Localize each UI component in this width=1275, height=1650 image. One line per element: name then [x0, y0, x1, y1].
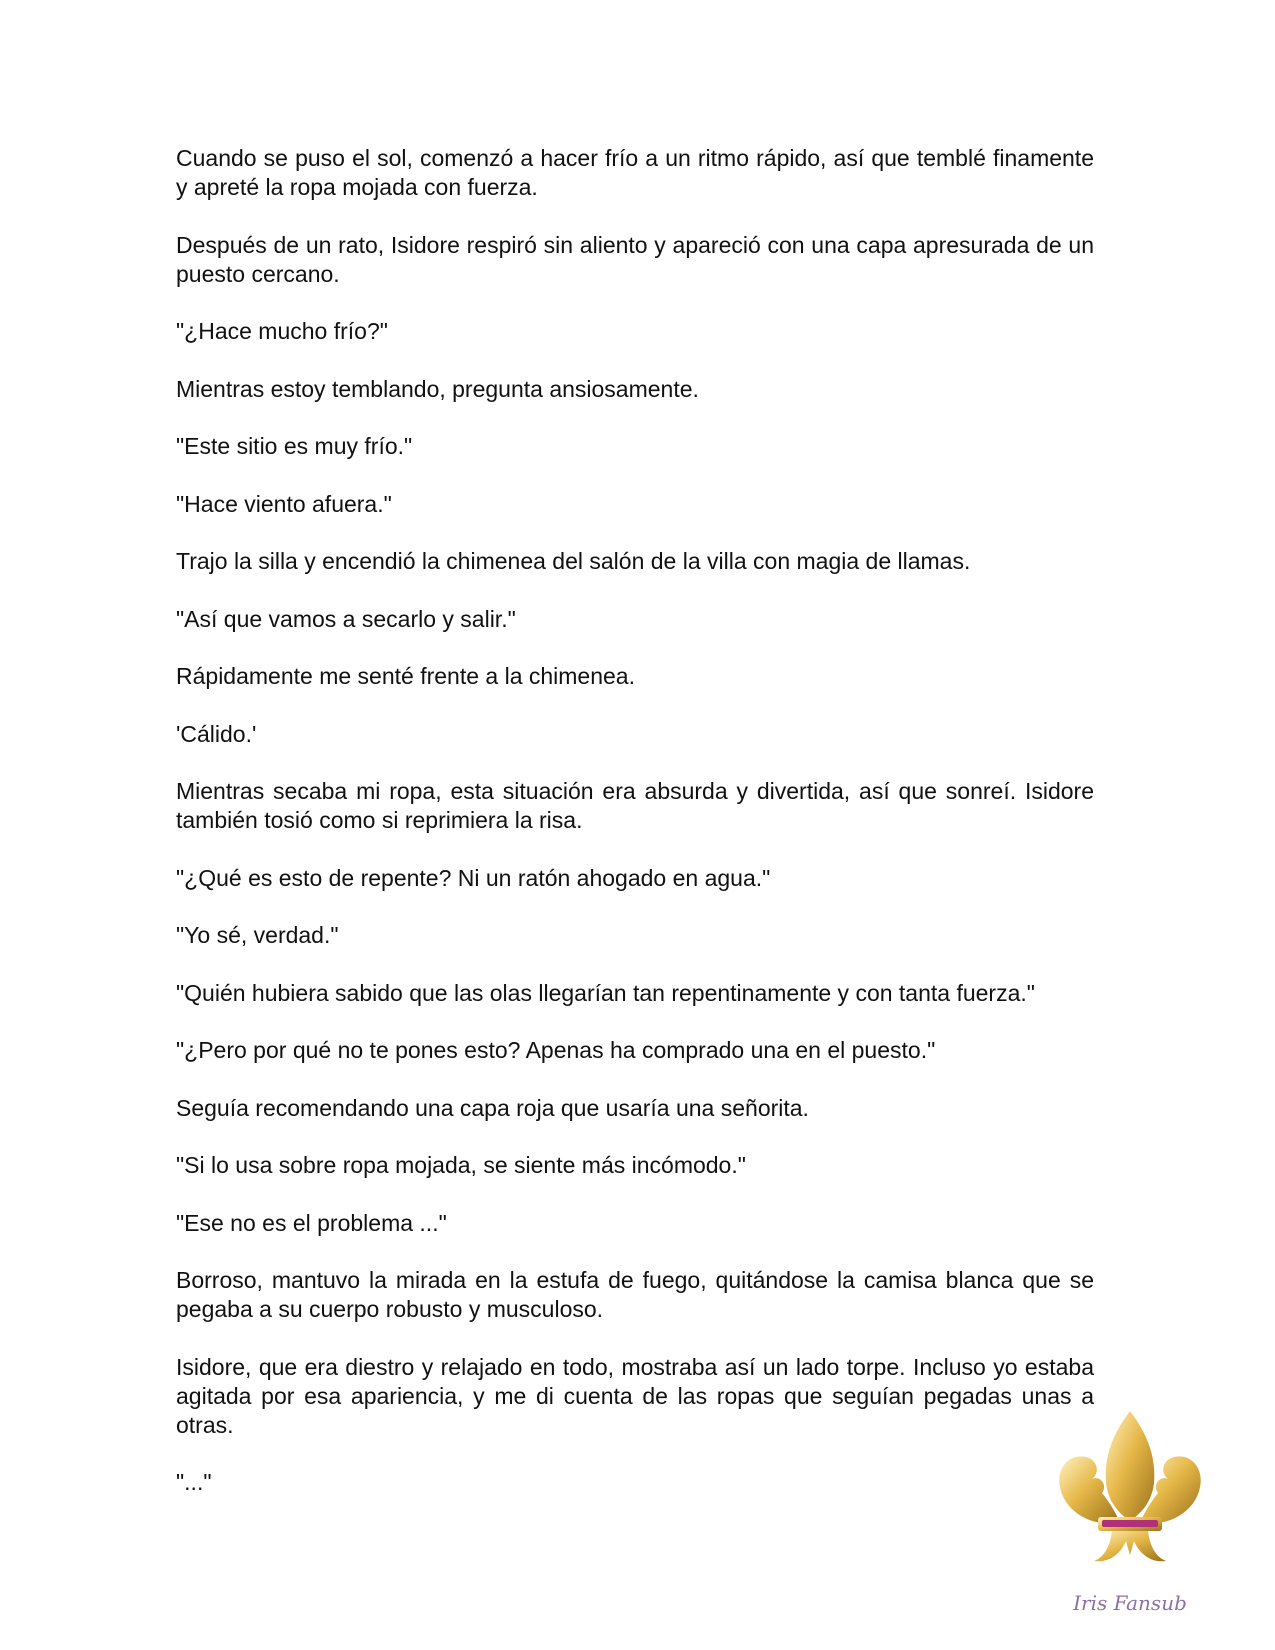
- paragraph: "...": [176, 1469, 212, 1495]
- paragraph: Cuando se puso el sol, comenzó a hacer frío a un ritmo rápido, así que temblé finamente y apreté la ropa mojada con fuerza.: [176, 145, 1094, 200]
- paragraph: Trajo la silla y encendió la chimenea del salón de la villa con magia de llamas.: [176, 548, 971, 574]
- fleur-de-lis-icon: [1050, 1405, 1210, 1625]
- paragraph: "Ese no es el problema ...": [176, 1209, 447, 1236]
- watermark-signature: Iris Fansub: [1073, 1591, 1187, 1615]
- paragraph: "Este sitio es muy frío.": [176, 433, 413, 459]
- paragraph: Seguía recomendando una capa roja que usaría una señorita.: [176, 1094, 809, 1121]
- paragraph: "Así que vamos a secarlo y salir.": [176, 605, 516, 632]
- paragraph: Mientras secaba mi ropa, esta situación era absurda y divertida, así que sonreí. Isidore también tosió como si reprimiera la risa.: [176, 778, 1094, 833]
- paragraph: "¿Pero por qué no te pones esto? Apenas ha comprado una en el puesto.": [176, 1037, 936, 1063]
- paragraph: "Yo sé, verdad.": [176, 922, 339, 948]
- document-body: [176, 144, 1094, 1526]
- paragraph: "Si lo usa sobre ropa mojada, se siente más incómodo.": [176, 1152, 746, 1178]
- paragraph: Isidore, que era diestro y relajado en todo, mostraba así un lado torpe. Incluso yo estaba agitada por esa apariencia, y me di cuenta de las ropas que seguían pegadas unas a otras.: [176, 1353, 1094, 1438]
- paragraph: "¿Hace mucho frío?": [176, 318, 388, 344]
- fansub-watermark: [1050, 1405, 1210, 1625]
- paragraph: "Hace viento afuera.": [176, 490, 392, 517]
- paragraph: "Quién hubiera sabido que las olas llegarían tan repentinamente y con tanta fuerza.": [176, 979, 1035, 1006]
- paragraph: Después de un rato, Isidore respiró sin aliento y apareció con una capa apresurada de un puesto cercano.: [176, 231, 1094, 287]
- paragraph: Mientras estoy temblando, pregunta ansiosamente.: [176, 375, 699, 402]
- paragraph: "¿Qué es esto de repente? Ni un ratón ahogado en agua.": [176, 864, 771, 891]
- paragraph: 'Cálido.': [176, 720, 257, 747]
- paragraph: Borroso, mantuvo la mirada en la estufa de fuego, quitándose la camisa blanca que se pegaba a su cuerpo robusto y musculoso.: [176, 1267, 1094, 1322]
- paragraph: Rápidamente me senté frente a la chimenea.: [176, 663, 635, 689]
